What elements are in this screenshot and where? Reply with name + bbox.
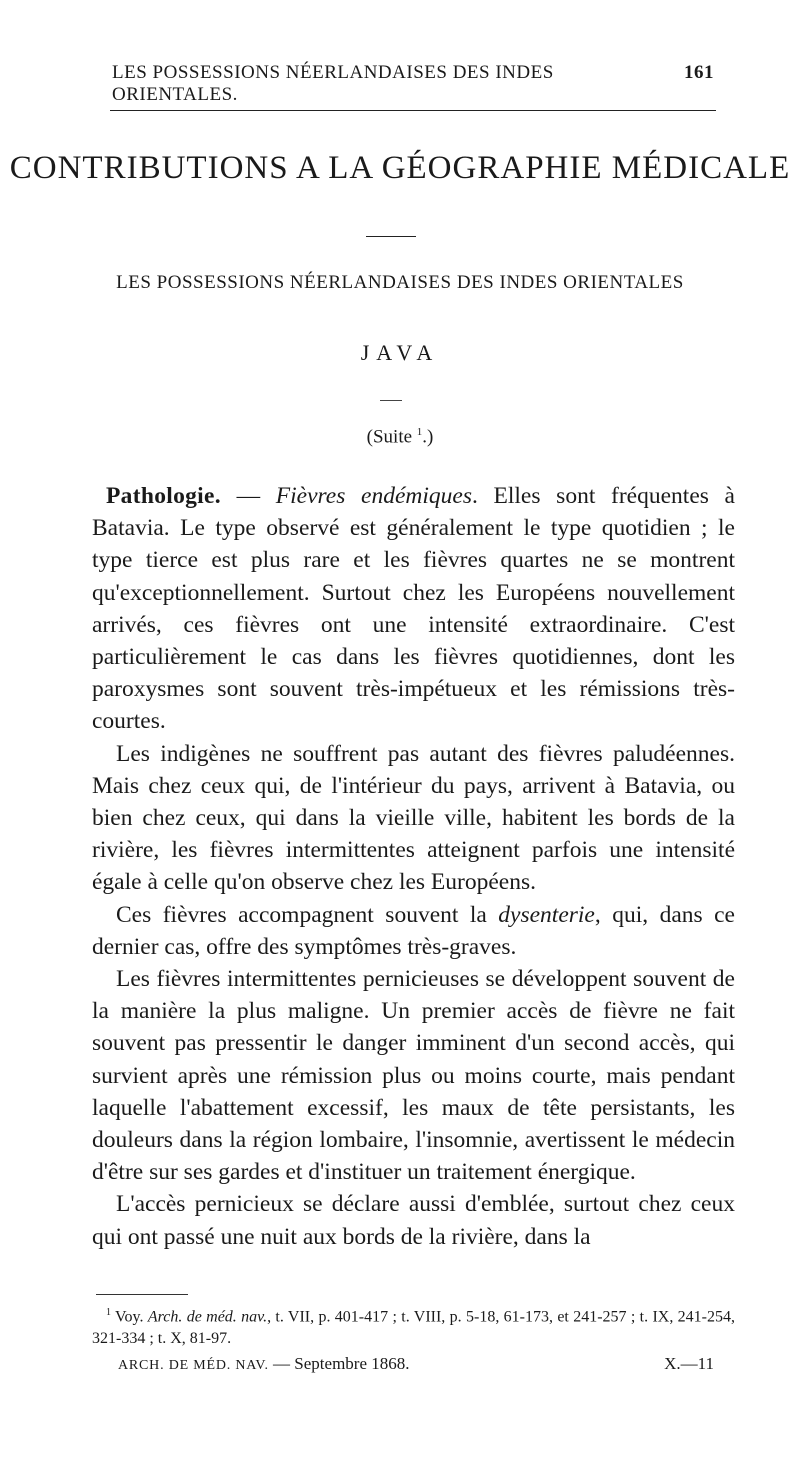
article-title: CONTRIBUTIONS A LA GÉOGRAPHIE MÉDICALE (9, 150, 791, 186)
footer-signature: X.—11 (664, 1354, 714, 1373)
paragraph-pernicieuses: Les fièvres intermittentes pernicieuses se développent souvent de la manière la plus maligne. Un premier accès de fièvre ne fait souvent pas pressentir le danger imminent d'un second accès, qui survient après une rémission plus ou moins courte, mais pendant laquelle l'abattement excessif, les maux de tête persistants, les douleurs dans la région lombaire, l'insomnie, avertissent le médecin d'être sur ses gardes et d'instituer un traitement énergique. (92, 966, 735, 1186)
running-head (112, 62, 714, 106)
continuation-note (0, 426, 800, 448)
section-lead: Pathologie. (106, 483, 221, 509)
topic-italic: Fièvres endémiques (275, 483, 472, 509)
running-head-title: LES POSSESSIONS NÉERLANDAISES DES INDES ORIENTALES. (112, 62, 554, 105)
footer-date: — Septembre 1868. (268, 1354, 410, 1373)
paragraph-indigenes: Les indigènes ne souffrent pas autant des fièvres paludéennes. Mais chez ceux qui, de l'intérieur du pays, arrivent à Batavia, ou bien chez ceux, qui dans la vieille ville, habitent les bords de la rivière, les fièvres intermittentes atteignent parfois une intensité égale à celle qu'on observe chez les Européens. (92, 740, 735, 896)
body-text (92, 480, 735, 1253)
paragraph-1-text: . Elles sont fréquentes à Batavia. Le type observé est généralement le type quotidien ; le type tierce est plus rare et les fièvres quartes ne se montrent qu'exceptionnellement. Surtout chez les Européens nouvellement arrivés, ces fièvres ont une intensité extraordinaire. C'est particulièrement le cas dans les fièvres quotidiennes, dont les paroxysmes sont souvent très-impétueux et les rémissions très-courtes. (92, 483, 735, 735)
footnote-journal: Arch. de méd. nav. (147, 1308, 268, 1326)
suite-note-marker: 1 (416, 426, 423, 438)
footnote-marker: 1 (106, 1307, 111, 1318)
footnote-before: Voy. (111, 1308, 148, 1326)
footer-journal: ARCH. DE MÉD. NAV. (118, 1358, 269, 1373)
header-rule (110, 110, 716, 111)
footnote (92, 1302, 735, 1350)
paragraph-acces: L'accès pernicieux se déclare aussi d'emblée, surtout chez ceux qui ont passé une nuit aux bords de la rivière, dans la (92, 1191, 735, 1250)
region-heading: JAVA (360, 340, 440, 365)
paragraph-3-after: , qui, dans ce dernier cas, offre des symptômes très-graves. (92, 901, 735, 960)
region-divider (380, 400, 402, 401)
article-subtitle: LES POSSESSIONS NÉERLANDAISES DES INDES ORIENTALES (116, 272, 684, 293)
footnote-refs: , t. VII, p. 401-417 ; t. VIII, p. 5-18, 61-173, et 241-257 ; t. IX, 241-254, 321-334 ; t. X, 81-97. (92, 1308, 736, 1348)
title-divider (366, 236, 416, 237)
suite-text: (Suite (366, 426, 413, 448)
lead-dash: — (220, 483, 276, 509)
paragraph-3-before: Ces fièvres accompagnent souvent la (116, 901, 499, 928)
footer-journal-date (118, 1354, 410, 1374)
paragraph-pathologie (92, 480, 735, 738)
page-footer (118, 1354, 714, 1374)
page-number: 161 (684, 62, 714, 83)
footnote-rule (96, 1294, 188, 1295)
suite-close: .) (422, 426, 434, 448)
dysenterie-italic: dysenterie (498, 901, 595, 928)
paragraph-dysenterie (92, 899, 735, 963)
